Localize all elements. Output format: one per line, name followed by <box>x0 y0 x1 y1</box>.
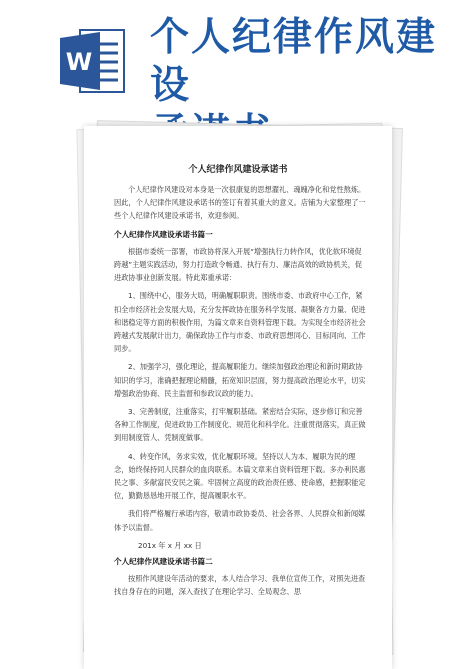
paragraph: 1、围绕中心，服务大局，明确履职职责。围绕市委、市政府中心工作，紧扣全市经济社会发展大局，充分发挥政协在服务科学发展、凝聚各方力量、促进和谐稳定等方面的积极作用，为篇文章来自资料管理下载。为实现全市经济社会跨越式发展献计出力，确保政协工作与市委、市政府思想同心、目标同向、工作同步。 <box>114 291 366 354</box>
signature-date: 201x 年 x 月 xx 日 <box>138 540 202 550</box>
document-title: 个人纪律作风建设承诺书 <box>188 165 288 175</box>
document-page <box>84 126 392 669</box>
document-body <box>84 183 392 599</box>
paragraph: 按照作风建设年活动的要求，本人结合学习、我单位宣传工作，对照先进查找自身存在的问题，深入查找了在理论学习、全局观念、思 <box>114 574 366 597</box>
section-heading-2: 个人纪律作风建设承诺书篇二 <box>114 557 213 567</box>
section-heading-1: 个人纪律作风建设承诺书篇一 <box>114 229 213 239</box>
paragraph: 3、完善制度，注重落实，打牢履职基础。紧密结合实际，逐步修订和完善各种工作制度，促进政协工作制度化、规范化和科学化。注重贯彻落实，真正做到用制度管人、凭制度做事。 <box>114 407 366 443</box>
paragraph: 4、转变作风，务求实效，优化履职环境。坚持以人为本、履职为民的理念，始终保持同人民群众的血肉联系。本篇文章来自资料管理下载。多办利民惠民之事、多献富民安民之策。牢固树立高度的政治责任感、使命感，把握职能定位，勤勤恳恳地开展工作，提高履职水平。 <box>114 451 366 501</box>
paragraph: 我们将严格履行承诺内容，敬请市政协委员、社会各界、人民群众和新闻媒体予以监督。 <box>114 509 366 532</box>
paragraph: 2、加强学习，强化理论，提高履职能力。继续加强政治理论和新时期政协知识的学习，准确把握理论精髓，拓宽知识层面，努力提高政治理论水平，切实增强政治协商、民主监督和参政议政的能力。 <box>114 362 366 398</box>
hero-banner <box>0 0 474 120</box>
hero-title-line1: 个人纪律作风建设 <box>150 15 438 108</box>
word-icon <box>58 26 128 96</box>
word-logo-letter: W <box>65 48 93 76</box>
paragraph: 根据市委统一部署，市政协将深入开展“增强执行力转作风，优化软环境促跨越”主题实践活动，努力打造政令畅通、执行有力、廉洁高效的政协机关，促进政协事业创新发展。特此郑重承诺： <box>114 246 363 283</box>
intro-paragraph: 个人纪律作风建设对本身是一次很康复的思想濯礼、魂魄净化和党性熬炼。因此，个人纪律作风建设承诺书的签订有着其重大的意义。店铺为大家整理了一些个人纪律作风建设承诺书，欢迎参阅。 <box>114 185 366 221</box>
